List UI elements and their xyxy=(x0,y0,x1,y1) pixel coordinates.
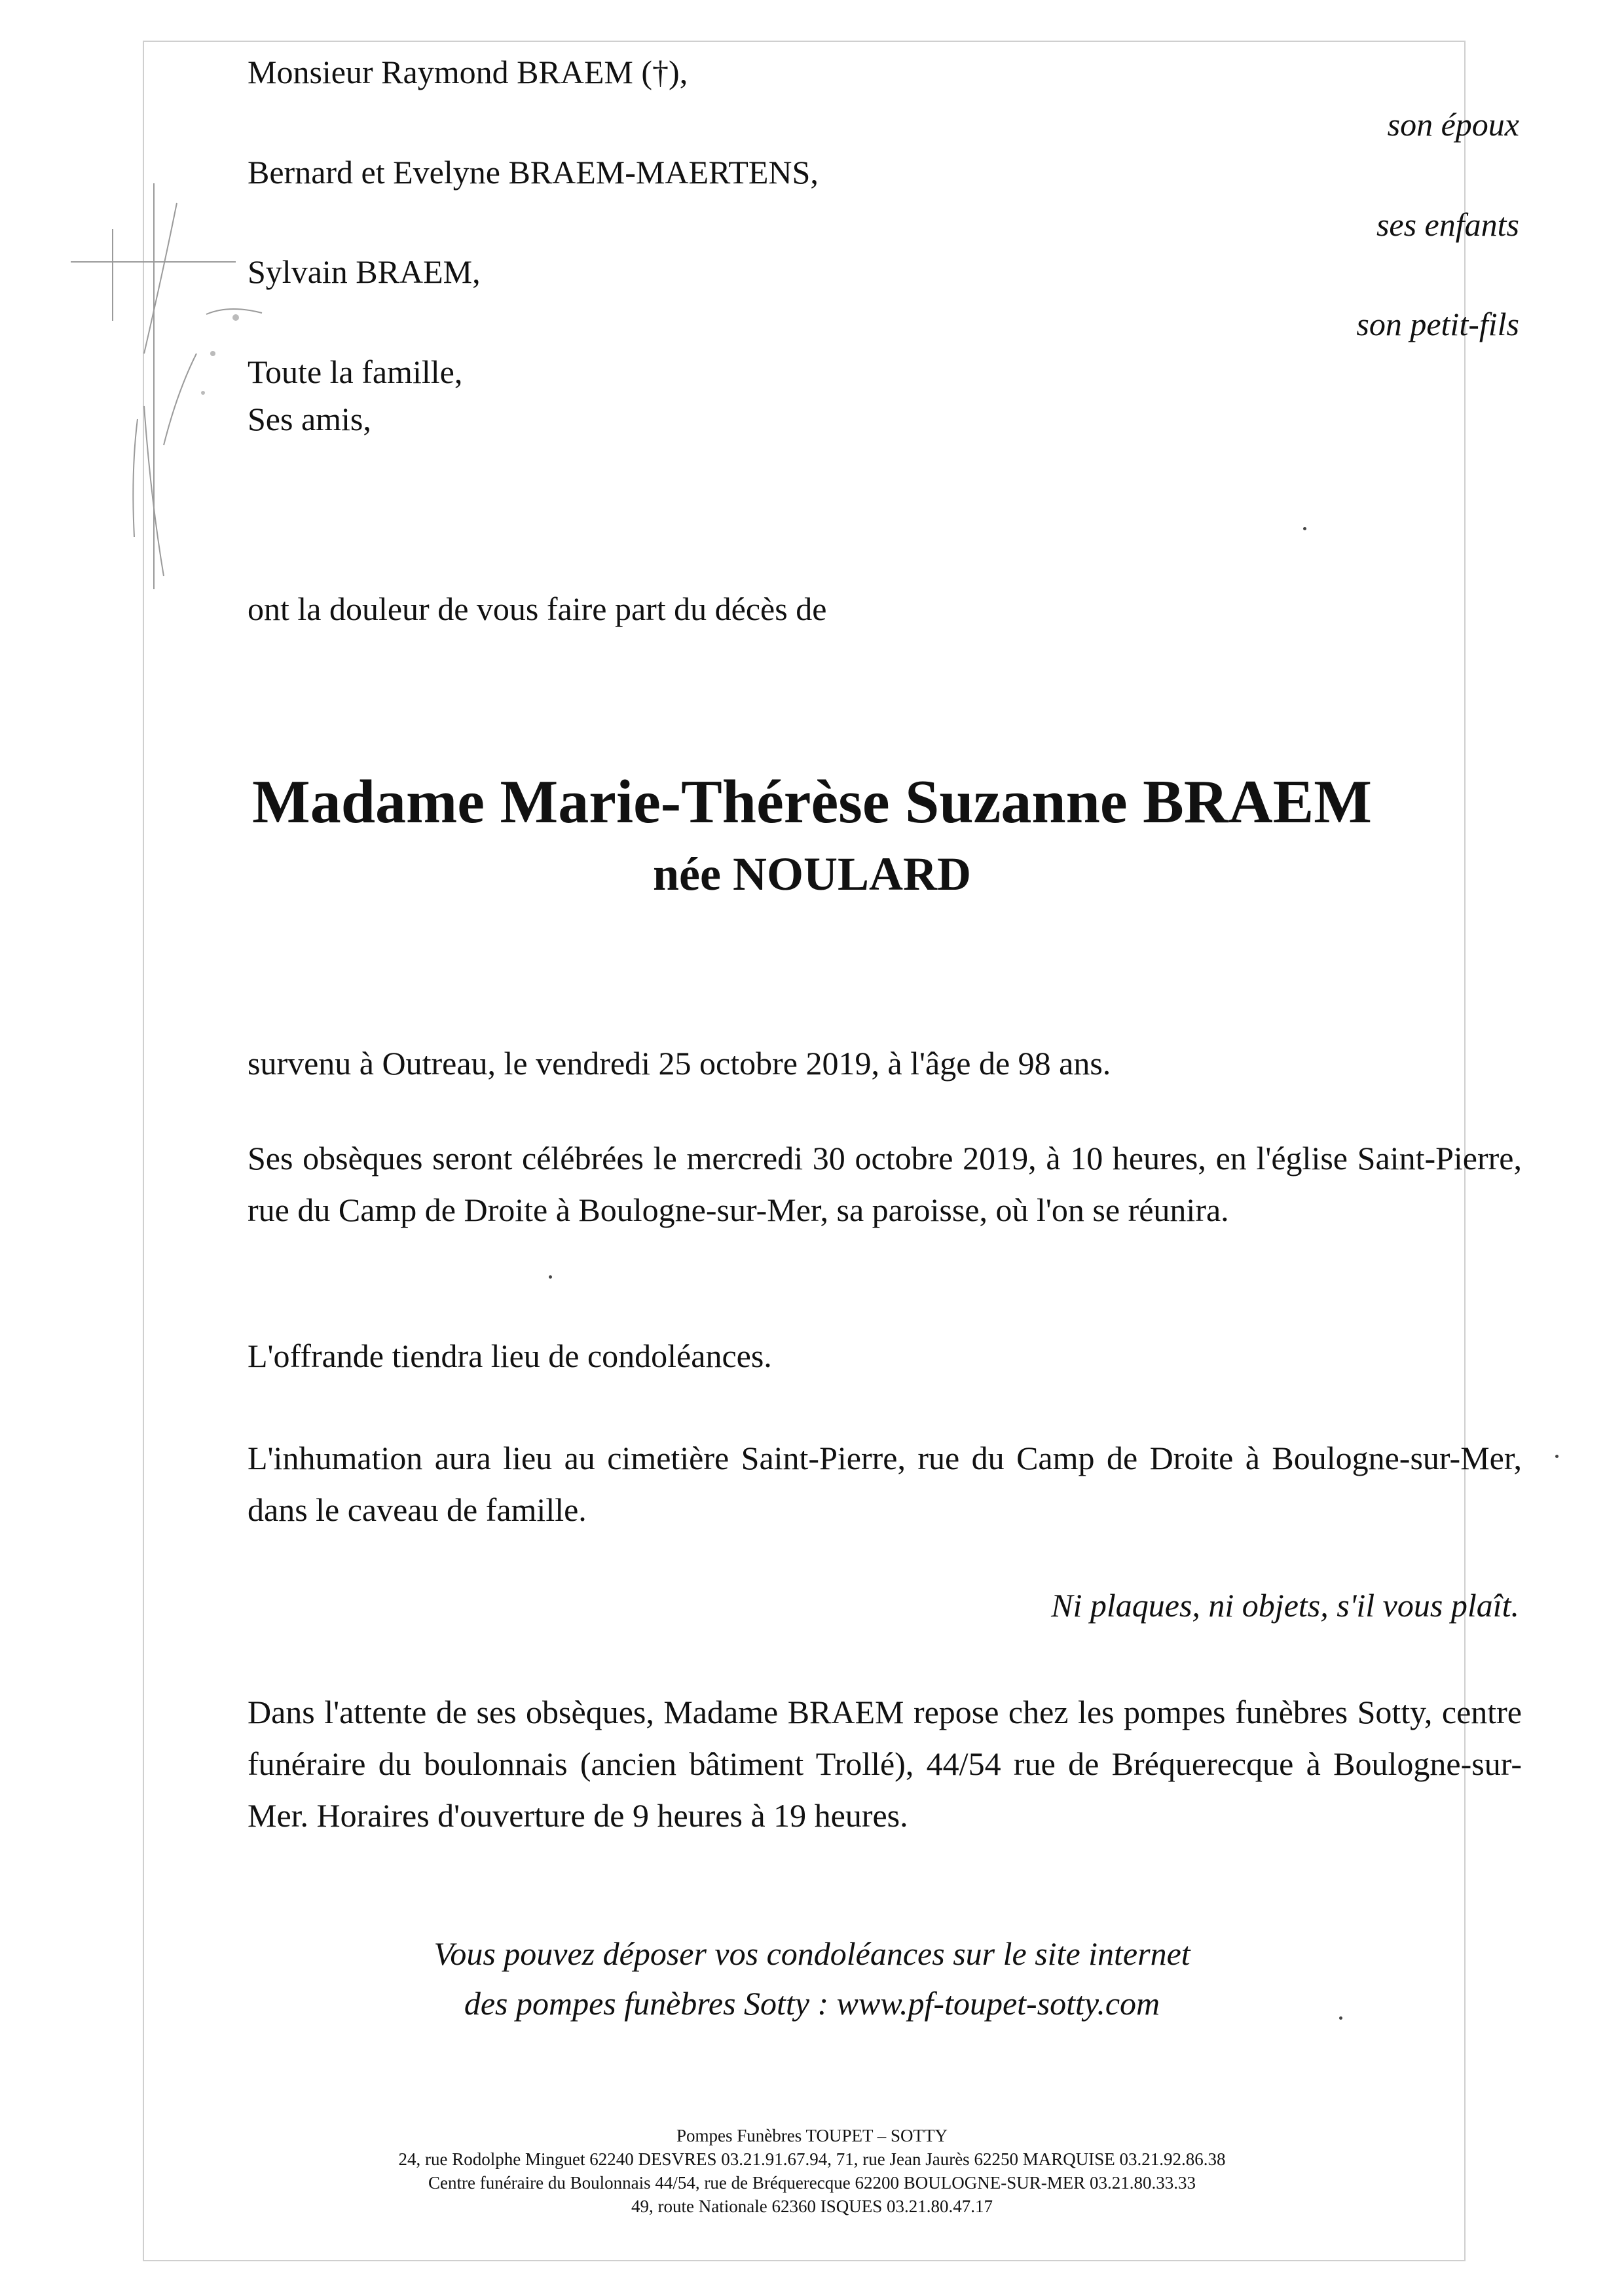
funeral-paragraph: Ses obsèques seront célébrées le mercredi 30 octobre 2019, à 10 heures, en l'église Saint-Pierre, rue du Camp de Droite à Boulogne-sur-Mer, sa paroisse, où l'on se réunira. xyxy=(248,1140,1522,1228)
scan-speck xyxy=(549,1275,552,1279)
offering-paragraph: L'offrande tiendra lieu de condoléances. xyxy=(248,1338,772,1374)
no-plaques-note: Ni plaques, ni objets, s'il vous plaît. xyxy=(1051,1587,1519,1624)
deceased-name: Madame Marie-Thérèse Suzanne BRAEM xyxy=(252,768,1372,836)
family-member: Sylvain BRAEM, xyxy=(248,253,481,290)
relation-label: son époux xyxy=(1387,106,1519,143)
relation-label: ses enfants xyxy=(1376,206,1519,243)
condolences-website: des pompes funèbres Sotty : www.pf-toupet-sotty.com xyxy=(464,1985,1160,2022)
footer-address-line: 24, rue Rodolphe Minguet 62240 DESVRES 03.21.91.67.94, 71, rue Jean Jaurès 62250 MARQUISE 03.21.92.86.38 xyxy=(398,2149,1226,2169)
maiden-name: née NOULARD xyxy=(653,848,971,900)
scan-speck xyxy=(1555,1455,1559,1458)
cross-icon xyxy=(65,157,314,629)
condolences-line: Vous pouvez déposer vos condoléances sur le site internet xyxy=(434,1935,1190,1972)
burial-paragraph: L'inhumation aura lieu au cimetière Saint-Pierre, rue du Camp de Droite à Boulogne-sur-Mer, dans le caveau de famille. xyxy=(248,1440,1522,1528)
footer-company: Pompes Funèbres TOUPET – SOTTY xyxy=(676,2126,948,2145)
repose-paragraph: Dans l'attente de ses obsèques, Madame BRAEM repose chez les pompes funèbres Sotty, centre funéraire du boulonnais (ancien bâtiment Trollé), 44/54 rue de Bréquerecque à Boulogne-sur-Mer. Horaires d'ouverture de 9 heures à 19 heures. xyxy=(248,1694,1522,1834)
announcement: ont la douleur de vous faire part du décès de xyxy=(248,591,827,627)
footer-address-line: 49, route Nationale 62360 ISQUES 03.21.80.47.17 xyxy=(631,2196,993,2216)
family-member: Ses amis, xyxy=(248,401,371,437)
family-member: Toute la famille, xyxy=(248,354,463,390)
family-member: Bernard et Evelyne BRAEM-MAERTENS, xyxy=(248,154,819,191)
scan-speck xyxy=(1303,527,1306,530)
relation-label: son petit-fils xyxy=(1356,306,1519,342)
scan-speck xyxy=(1339,2016,1342,2020)
death-paragraph: survenu à Outreau, le vendredi 25 octobre 2019, à l'âge de 98 ans. xyxy=(248,1045,1111,1082)
family-member: Monsieur Raymond BRAEM (†), xyxy=(248,54,688,90)
footer-address-line: Centre funéraire du Boulonnais 44/54, rue de Bréquerecque 62200 BOULOGNE-SUR-MER 03.21.80.33.33 xyxy=(428,2173,1196,2193)
